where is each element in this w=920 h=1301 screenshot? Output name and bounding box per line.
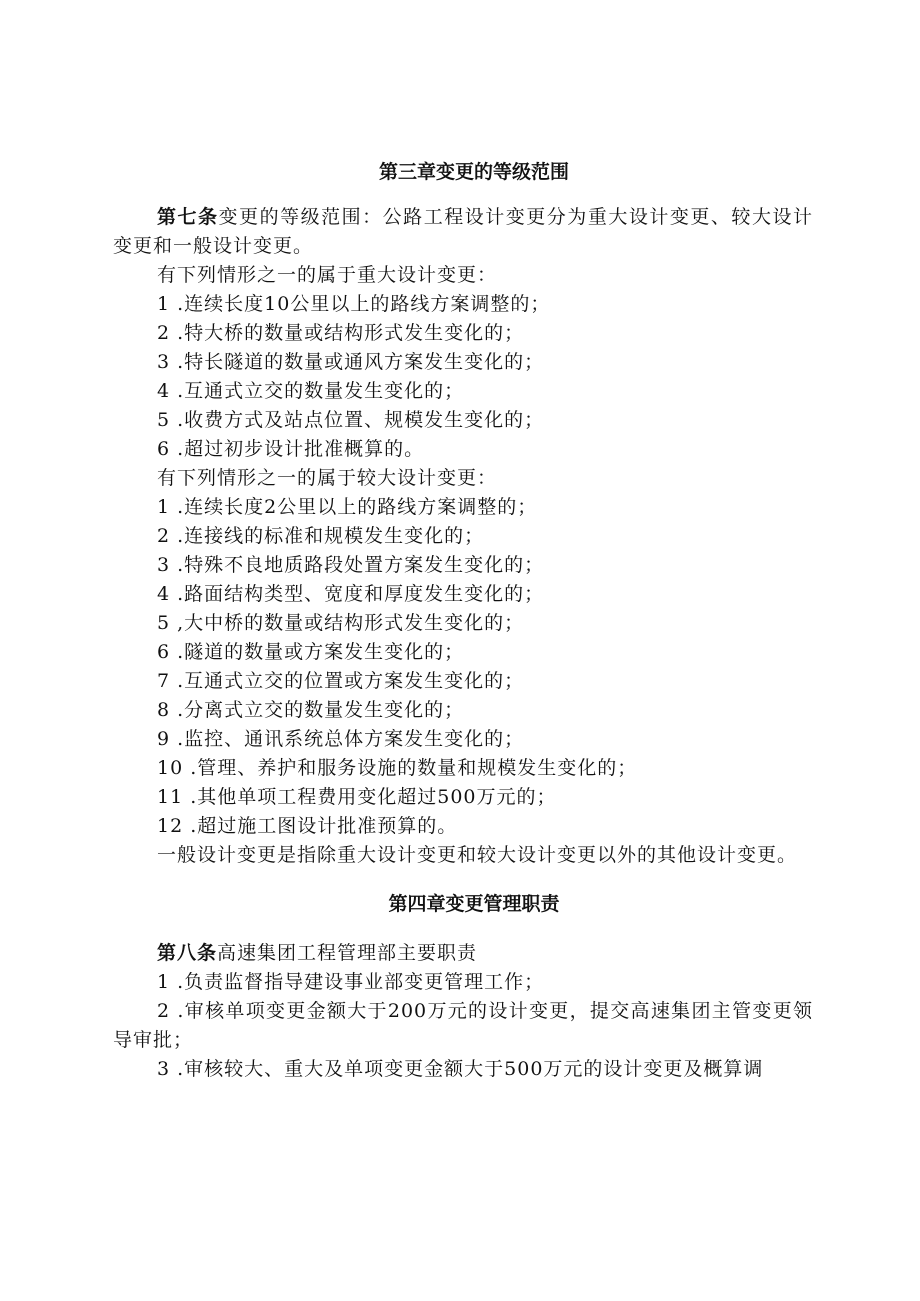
article-8	[113, 939, 813, 968]
duty-item-2: 2 .审核单项变更金额大于200万元的设计变更，提交高速集团主管变更领导审批；	[113, 1000, 813, 1051]
article-8-text: 高速集团工程管理部主要职责	[217, 942, 478, 964]
large-change-item-9: 9 .监控、通讯系统总体方案发生变化的；	[157, 728, 525, 750]
large-change-item-5: 5 ,大中桥的数量或结构形式发生变化的；	[157, 612, 525, 634]
duty-item-3: 3 .审核较大、重大及单项变更金额大于500万元的设计变更及概算调	[157, 1058, 764, 1080]
general-change-definition: 一般设计变更是指除重大设计变更和较大设计变更以外的其他设计变更。	[157, 844, 798, 866]
major-change-item-6: 6 .超过初步设计批准概算的。	[157, 438, 425, 460]
major-change-item-2: 2 .特大桥的数量或结构形式发生变化的；	[157, 322, 525, 344]
document-body	[113, 158, 813, 1084]
large-change-item-6: 6 .隧道的数量或方案发生变化的；	[157, 641, 465, 663]
article-8-label: 第八条	[157, 942, 218, 964]
major-change-intro: 有下列情形之一的属于重大设计变更：	[157, 264, 498, 286]
large-change-intro: 有下列情形之一的属于较大设计变更：	[157, 467, 498, 489]
large-change-item-10: 10 .管理、养护和服务设施的数量和规模发生变化的；	[157, 757, 638, 779]
major-change-item-3: 3 .特长隧道的数量或通风方案发生变化的；	[157, 351, 545, 373]
large-change-item-12: 12 .超过施工图设计批准预算的。	[157, 815, 458, 837]
duty-item-1: 1 .负责监督指导建设事业部变更管理工作；	[157, 971, 545, 993]
major-change-item-4: 4 .互通式立交的数量发生变化的；	[157, 380, 465, 402]
large-change-item-2: 2 .连接线的标准和规模发生变化的；	[157, 525, 485, 547]
large-change-item-4: 4 .路面结构类型、宽度和厚度发生变化的；	[157, 583, 545, 605]
article-7-label: 第七条	[157, 206, 219, 228]
large-change-item-11: 11 .其他单项工程费用变化超过500万元的；	[157, 786, 557, 808]
article-7	[113, 203, 813, 261]
article-7-text: 变更的等级范围：公路工程设计变更分为重大设计变更、较大设计变更和一般设计变更。	[113, 206, 813, 257]
major-change-item-1: 1 .连续长度10公里以上的路线方案调整的；	[157, 293, 551, 315]
large-change-item-1: 1 .连续长度2公里以上的路线方案调整的；	[157, 496, 538, 518]
major-change-item-5: 5 .收费方式及站点位置、规模发生变化的；	[157, 409, 545, 431]
large-change-item-8: 8 .分离式立交的数量发生变化的；	[157, 699, 465, 721]
chapter-3-title: 第三章变更的等级范围	[378, 161, 569, 183]
chapter-4-title: 第四章变更管理职责	[388, 893, 560, 915]
large-change-item-7: 7 .互通式立交的位置或方案发生变化的；	[157, 670, 525, 692]
large-change-item-3: 3 .特殊不良地质路段处置方案发生变化的；	[157, 554, 545, 576]
